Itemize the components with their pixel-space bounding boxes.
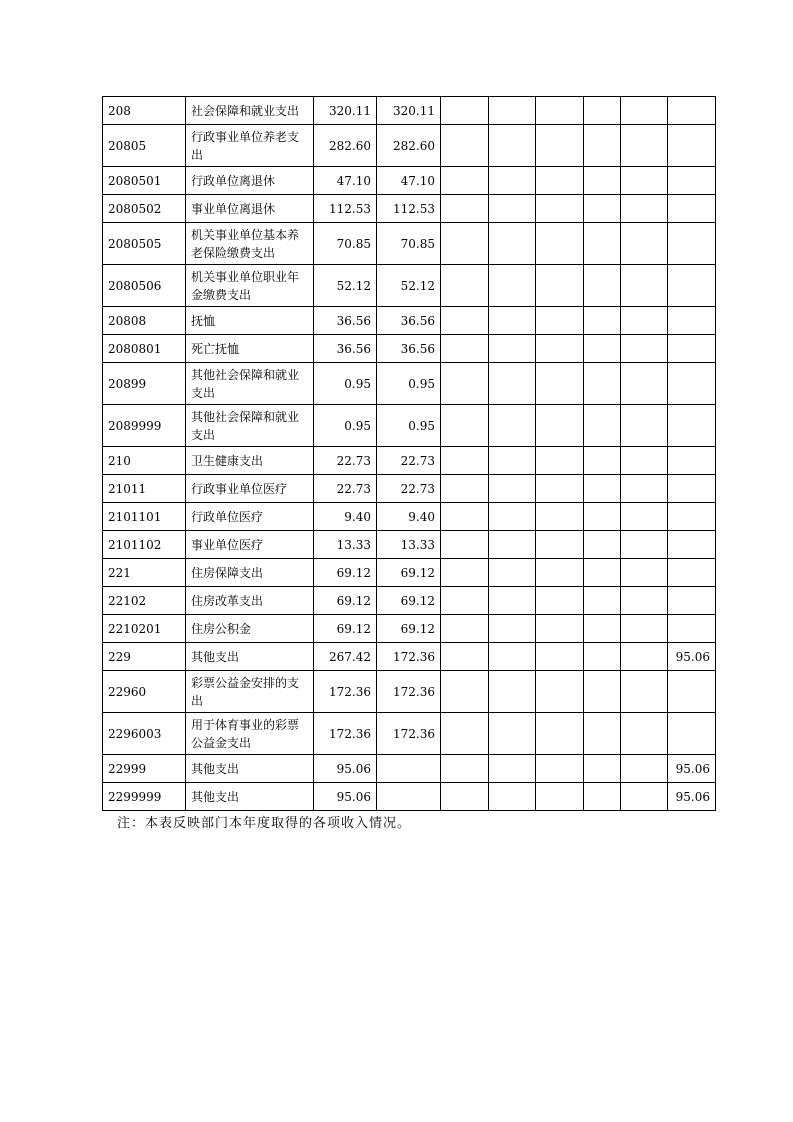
cell-col8: [668, 167, 716, 195]
cell-code: 22999: [103, 755, 186, 783]
cell-col6: [584, 713, 621, 755]
cell-col8: [668, 223, 716, 265]
cell-col5: [536, 559, 584, 587]
cell-col5: [536, 223, 584, 265]
cell-col7: [621, 405, 668, 447]
cell-name: 事业单位离退休: [186, 195, 314, 223]
cell-col3: [441, 363, 489, 405]
table-row: [103, 125, 716, 167]
cell-name: 行政事业单位医疗: [186, 475, 314, 503]
cell-code: 2080506: [103, 265, 186, 307]
cell-col4: [489, 587, 536, 615]
cell-col4: [489, 755, 536, 783]
cell-total: 52.12: [314, 265, 377, 307]
cell-col4: [489, 265, 536, 307]
cell-col4: [489, 475, 536, 503]
cell-name: 死亡抚恤: [186, 335, 314, 363]
cell-name: 其他社会保障和就业支出: [186, 363, 314, 405]
cell-col2: 70.85: [377, 223, 441, 265]
table-row: [103, 265, 716, 307]
cell-col8: [668, 671, 716, 713]
cell-col3: [441, 447, 489, 475]
cell-col7: [621, 671, 668, 713]
cell-col4: [489, 125, 536, 167]
cell-total: 47.10: [314, 167, 377, 195]
cell-col8: [668, 503, 716, 531]
cell-col8: [668, 363, 716, 405]
cell-name: 抚恤: [186, 307, 314, 335]
cell-total: 0.95: [314, 405, 377, 447]
cell-code: 210: [103, 447, 186, 475]
table-row: [103, 503, 716, 531]
cell-total: 36.56: [314, 335, 377, 363]
cell-total: 95.06: [314, 755, 377, 783]
cell-col2: 22.73: [377, 475, 441, 503]
cell-total: 267.42: [314, 643, 377, 671]
cell-code: 2101102: [103, 531, 186, 559]
cell-code: 2089999: [103, 405, 186, 447]
cell-code: 2299999: [103, 783, 186, 811]
cell-col4: [489, 783, 536, 811]
cell-col7: [621, 363, 668, 405]
cell-col7: [621, 167, 668, 195]
cell-col8: [668, 405, 716, 447]
table-row: [103, 363, 716, 405]
cell-code: 21011: [103, 475, 186, 503]
cell-name: 其他社会保障和就业支出: [186, 405, 314, 447]
cell-col7: [621, 447, 668, 475]
cell-col3: [441, 307, 489, 335]
cell-col4: [489, 671, 536, 713]
cell-col7: [621, 475, 668, 503]
cell-col6: [584, 671, 621, 713]
cell-col4: [489, 307, 536, 335]
cell-col4: [489, 363, 536, 405]
cell-col8: [668, 125, 716, 167]
cell-col3: [441, 531, 489, 559]
cell-col2: 69.12: [377, 615, 441, 643]
cell-col3: [441, 755, 489, 783]
cell-col6: [584, 223, 621, 265]
cell-col6: [584, 783, 621, 811]
cell-col6: [584, 307, 621, 335]
cell-col7: [621, 503, 668, 531]
cell-name: 住房公积金: [186, 615, 314, 643]
cell-col8: [668, 587, 716, 615]
cell-col6: [584, 755, 621, 783]
cell-col7: [621, 587, 668, 615]
cell-col7: [621, 713, 668, 755]
cell-col4: [489, 559, 536, 587]
table-row: [103, 223, 716, 265]
cell-col5: [536, 713, 584, 755]
cell-col5: [536, 615, 584, 643]
cell-col7: [621, 335, 668, 363]
cell-col4: [489, 195, 536, 223]
table-row: [103, 195, 716, 223]
table-row: [103, 97, 716, 125]
cell-name: 行政单位离退休: [186, 167, 314, 195]
cell-col8: [668, 335, 716, 363]
cell-name: 行政单位医疗: [186, 503, 314, 531]
revenue-table: [102, 96, 716, 811]
cell-col3: [441, 643, 489, 671]
cell-col6: [584, 615, 621, 643]
cell-col3: [441, 783, 489, 811]
cell-col2: 0.95: [377, 405, 441, 447]
cell-col2: 282.60: [377, 125, 441, 167]
table-row: [103, 713, 716, 755]
table-body: [103, 97, 716, 811]
cell-col3: [441, 265, 489, 307]
cell-col2: 69.12: [377, 559, 441, 587]
table-row: [103, 615, 716, 643]
table-row: [103, 475, 716, 503]
cell-col2: 172.36: [377, 643, 441, 671]
cell-col5: [536, 405, 584, 447]
table-row: [103, 559, 716, 587]
cell-total: 172.36: [314, 713, 377, 755]
cell-total: 0.95: [314, 363, 377, 405]
cell-col2: 172.36: [377, 671, 441, 713]
cell-col7: [621, 97, 668, 125]
cell-col2: 9.40: [377, 503, 441, 531]
cell-col7: [621, 755, 668, 783]
cell-col5: [536, 195, 584, 223]
cell-code: 2210201: [103, 615, 186, 643]
cell-col7: [621, 195, 668, 223]
table-row: [103, 307, 716, 335]
cell-col4: [489, 713, 536, 755]
cell-col8: [668, 475, 716, 503]
cell-col4: [489, 405, 536, 447]
table-footnote: 注：本表反映部门本年度取得的各项收入情况。: [117, 816, 412, 831]
cell-col8: [668, 615, 716, 643]
cell-col6: [584, 531, 621, 559]
cell-code: 2296003: [103, 713, 186, 755]
cell-col8: [668, 97, 716, 125]
cell-col5: [536, 531, 584, 559]
cell-col7: [621, 223, 668, 265]
cell-col3: [441, 223, 489, 265]
cell-col5: [536, 363, 584, 405]
cell-col4: [489, 615, 536, 643]
cell-name: 机关事业单位基本养老保险缴费支出: [186, 223, 314, 265]
cell-col7: [621, 307, 668, 335]
cell-col3: [441, 503, 489, 531]
cell-code: 22960: [103, 671, 186, 713]
cell-col5: [536, 643, 584, 671]
cell-col7: [621, 125, 668, 167]
cell-total: 36.56: [314, 307, 377, 335]
cell-col3: [441, 615, 489, 643]
cell-col6: [584, 643, 621, 671]
cell-total: 13.33: [314, 531, 377, 559]
cell-code: 2101101: [103, 503, 186, 531]
cell-col2: 320.11: [377, 97, 441, 125]
cell-col5: [536, 307, 584, 335]
cell-col8: 95.06: [668, 783, 716, 811]
cell-col4: [489, 167, 536, 195]
cell-col2: 36.56: [377, 307, 441, 335]
cell-col4: [489, 531, 536, 559]
cell-name: 其他支出: [186, 755, 314, 783]
cell-code: 2080501: [103, 167, 186, 195]
table-row: [103, 671, 716, 713]
cell-code: 2080505: [103, 223, 186, 265]
cell-col6: [584, 195, 621, 223]
cell-col8: [668, 447, 716, 475]
cell-col4: [489, 503, 536, 531]
cell-col5: [536, 97, 584, 125]
cell-col6: [584, 447, 621, 475]
table-row: [103, 447, 716, 475]
cell-col2: 112.53: [377, 195, 441, 223]
cell-code: 20899: [103, 363, 186, 405]
cell-col2: 13.33: [377, 531, 441, 559]
cell-name: 用于体育事业的彩票公益金支出: [186, 713, 314, 755]
table-row: [103, 587, 716, 615]
cell-col8: [668, 265, 716, 307]
cell-col6: [584, 503, 621, 531]
cell-col8: [668, 559, 716, 587]
cell-col6: [584, 335, 621, 363]
cell-col4: [489, 643, 536, 671]
cell-col5: [536, 587, 584, 615]
cell-col8: [668, 307, 716, 335]
cell-col3: [441, 335, 489, 363]
cell-col2: 0.95: [377, 363, 441, 405]
cell-col6: [584, 405, 621, 447]
cell-name: 彩票公益金安排的支出: [186, 671, 314, 713]
cell-code: 2080502: [103, 195, 186, 223]
cell-code: 2080801: [103, 335, 186, 363]
cell-col5: [536, 167, 584, 195]
cell-col6: [584, 559, 621, 587]
cell-col3: [441, 475, 489, 503]
cell-col3: [441, 671, 489, 713]
cell-col6: [584, 125, 621, 167]
cell-col6: [584, 587, 621, 615]
cell-total: 69.12: [314, 587, 377, 615]
cell-col7: [621, 783, 668, 811]
table-row: [103, 643, 716, 671]
cell-total: 320.11: [314, 97, 377, 125]
cell-col2: [377, 755, 441, 783]
cell-code: 20805: [103, 125, 186, 167]
cell-code: 229: [103, 643, 186, 671]
table-row: [103, 531, 716, 559]
cell-name: 机关事业单位职业年金缴费支出: [186, 265, 314, 307]
cell-col6: [584, 167, 621, 195]
cell-name: 住房保障支出: [186, 559, 314, 587]
cell-col2: 36.56: [377, 335, 441, 363]
cell-col2: [377, 783, 441, 811]
cell-col5: [536, 265, 584, 307]
cell-col3: [441, 559, 489, 587]
table-row: [103, 755, 716, 783]
cell-col5: [536, 783, 584, 811]
cell-col7: [621, 615, 668, 643]
cell-code: 20808: [103, 307, 186, 335]
cell-col2: 172.36: [377, 713, 441, 755]
cell-code: 208: [103, 97, 186, 125]
cell-col3: [441, 125, 489, 167]
cell-name: 事业单位医疗: [186, 531, 314, 559]
cell-col7: [621, 531, 668, 559]
cell-total: 69.12: [314, 615, 377, 643]
table-row: [103, 167, 716, 195]
cell-col8: [668, 713, 716, 755]
table-row: [103, 335, 716, 363]
cell-col7: [621, 559, 668, 587]
cell-col4: [489, 447, 536, 475]
cell-col3: [441, 195, 489, 223]
cell-col5: [536, 755, 584, 783]
cell-name: 其他支出: [186, 643, 314, 671]
cell-col3: [441, 405, 489, 447]
table-row: [103, 405, 716, 447]
cell-col4: [489, 223, 536, 265]
cell-name: 住房改革支出: [186, 587, 314, 615]
cell-col7: [621, 265, 668, 307]
cell-col5: [536, 335, 584, 363]
cell-code: 22102: [103, 587, 186, 615]
cell-col8: [668, 531, 716, 559]
cell-col2: 22.73: [377, 447, 441, 475]
cell-name: 卫生健康支出: [186, 447, 314, 475]
cell-total: 172.36: [314, 671, 377, 713]
cell-total: 282.60: [314, 125, 377, 167]
cell-col8: 95.06: [668, 755, 716, 783]
cell-col4: [489, 97, 536, 125]
cell-col6: [584, 97, 621, 125]
cell-col5: [536, 125, 584, 167]
cell-col3: [441, 713, 489, 755]
cell-name: 行政事业单位养老支出: [186, 125, 314, 167]
cell-col6: [584, 363, 621, 405]
cell-total: 22.73: [314, 447, 377, 475]
cell-col6: [584, 475, 621, 503]
cell-total: 70.85: [314, 223, 377, 265]
cell-col8: 95.06: [668, 643, 716, 671]
cell-total: 22.73: [314, 475, 377, 503]
cell-col3: [441, 97, 489, 125]
cell-col2: 52.12: [377, 265, 441, 307]
cell-col6: [584, 265, 621, 307]
cell-col5: [536, 447, 584, 475]
cell-name: 社会保障和就业支出: [186, 97, 314, 125]
cell-col7: [621, 643, 668, 671]
cell-total: 69.12: [314, 559, 377, 587]
cell-code: 221: [103, 559, 186, 587]
cell-col5: [536, 503, 584, 531]
cell-col5: [536, 475, 584, 503]
table-row: [103, 783, 716, 811]
cell-col5: [536, 671, 584, 713]
cell-total: 112.53: [314, 195, 377, 223]
cell-total: 95.06: [314, 783, 377, 811]
cell-col8: [668, 195, 716, 223]
cell-name: 其他支出: [186, 783, 314, 811]
cell-col2: 69.12: [377, 587, 441, 615]
cell-total: 9.40: [314, 503, 377, 531]
cell-col3: [441, 587, 489, 615]
cell-col2: 47.10: [377, 167, 441, 195]
cell-col3: [441, 167, 489, 195]
cell-col4: [489, 335, 536, 363]
